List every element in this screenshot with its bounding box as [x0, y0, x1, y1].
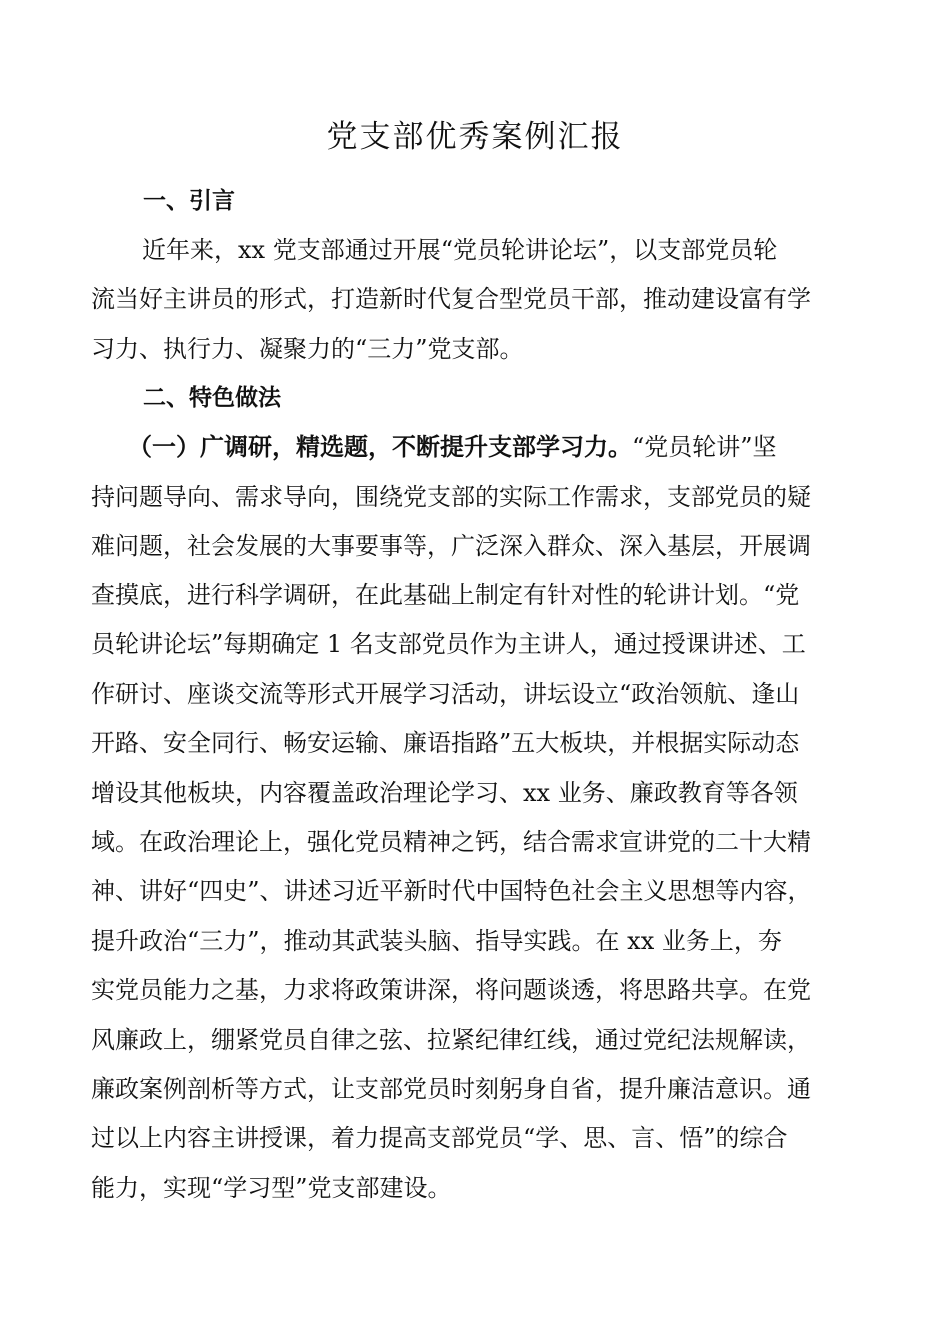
paragraph-line: 神、讲好“四史”、讲述习近平新时代中国特色社会主义思想等内容， [91, 877, 812, 905]
section-heading-intro: 一、引言 [143, 188, 235, 214]
subsection-title: （一）广调研，精选题，不断提升支部学习力。 [128, 433, 632, 461]
paragraph-line: 实党员能力之基，力求将政策讲深，将问题谈透，将思路共享。在党 [91, 976, 811, 1004]
subsection-text: “党员轮讲”坚 [632, 433, 777, 461]
paragraph-line: 难问题，社会发展的大事要事等，广泛深入群众、深入基层，开展调 [91, 532, 811, 560]
paragraph-line: 风廉政上，绷紧党员自律之弦、拉紧纪律红线，通过党纪法规解读， [91, 1026, 811, 1054]
paragraph-line: 员轮讲论坛”每期确定 1 名支部党员作为主讲人，通过授课讲述、工 [91, 630, 806, 658]
paragraph-line: 提升政治“三力”，推动其武装头脑、指导实践。在 xx 业务上，夯 [91, 927, 782, 955]
paragraph-line: 过以上内容主讲授课，着力提高支部党员“学、思、言、悟”的综合 [91, 1124, 788, 1152]
paragraph-line: 作研讨、座谈交流等形式开展学习活动，讲坛设立“政治领航、逢山 [91, 680, 800, 708]
subsection-line [128, 422, 777, 472]
paragraph-line: 查摸底，进行科学调研，在此基础上制定有针对性的轮讲计划。“党 [91, 581, 800, 609]
paragraph-line: 开路、安全同行、畅安运输、廉语指路”五大板块，并根据实际动态 [91, 729, 800, 757]
paragraph-line: 域。在政治理论上，强化党员精神之钙，结合需求宣讲党的二十大精 [91, 828, 811, 856]
paragraph-line: 流当好主讲员的形式，打造新时代复合型党员干部，推动建设富有学 [91, 285, 811, 313]
section-heading-practices: 二、特色做法 [143, 385, 281, 411]
paragraph-line: 近年来，xx 党支部通过开展“党员轮讲论坛”，以支部党员轮 [142, 236, 778, 264]
paragraph-line: 习力、执行力、凝聚力的“三力”党支部。 [91, 335, 524, 363]
paragraph-line: 能力，实现“学习型”党支部建设。 [91, 1174, 452, 1202]
paragraph-line: 增设其他板块，内容覆盖政治理论学习、xx 业务、廉政教育等各领 [91, 779, 798, 807]
paragraph-line: 廉政案例剖析等方式，让支部党员时刻躬身自省，提升廉洁意识。通 [91, 1075, 811, 1103]
paragraph-line: 持问题导向、需求导向，围绕党支部的实际工作需求，支部党员的疑 [91, 483, 811, 511]
document-title: 党支部优秀案例汇报 [326, 119, 624, 155]
